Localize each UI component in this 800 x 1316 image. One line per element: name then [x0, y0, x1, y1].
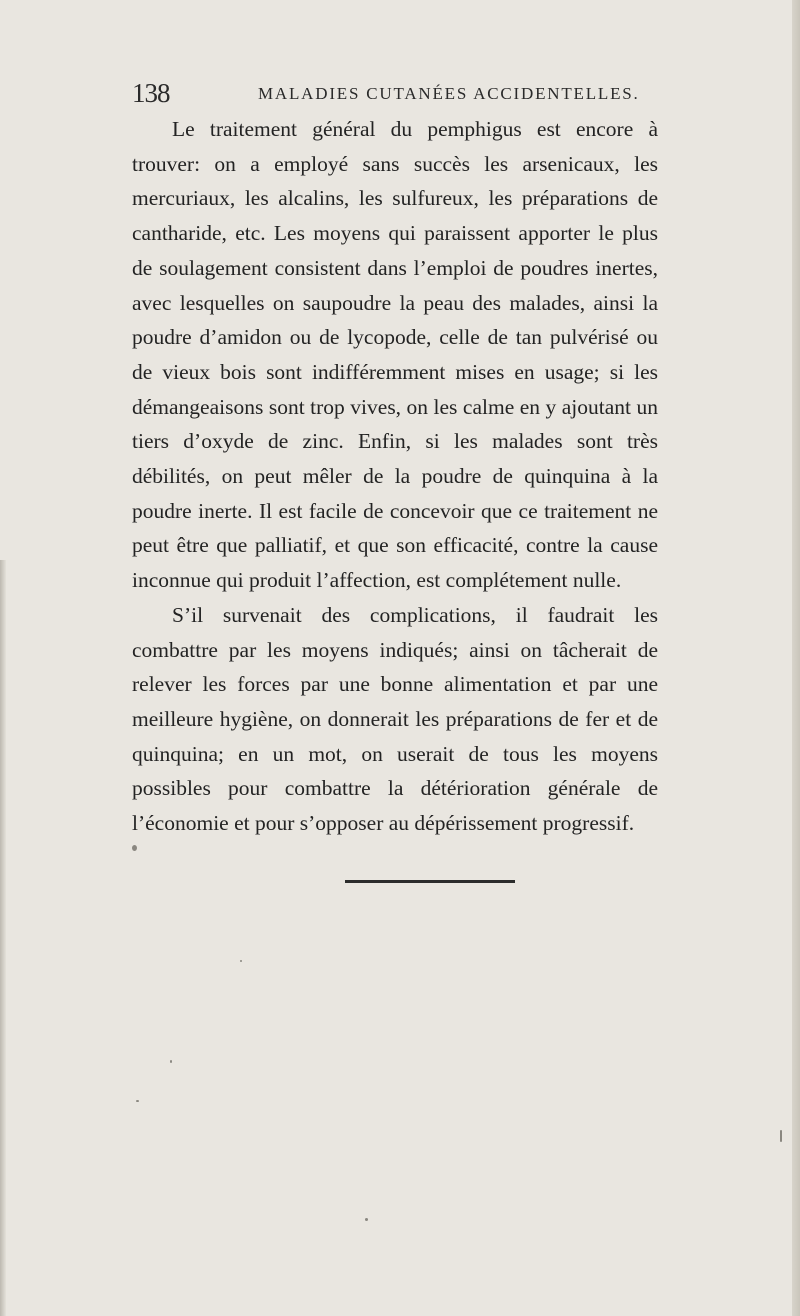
body-text	[132, 112, 658, 841]
section-end-rule	[345, 880, 515, 883]
ink-speck	[240, 960, 242, 962]
ink-speck	[170, 1060, 172, 1063]
ink-speck	[132, 845, 137, 851]
paragraph-treatment: Le traitement général du pemphigus est encore à trouver: on a employé sans succès les arsenicaux, les mercuriaux, les alcalins, les sulfureux, les préparations de cantharide, etc. Les moyens qui paraissent apporter le plus de soulagement consistent dans l’emploi de poudres inertes, avec lesquelles on saupoudre la peau des malades, ainsi la poudre d’amidon ou de lycopode, celle de tan pulvérisé ou de vieux bois sont indifféremment mises en usage; si les démangeaisons sont trop vives, on les calme en y ajoutant un tiers d’oxyde de zinc. Enfin, si les malades sont très débilités, on peut mêler de la poudre de quinquina à la poudre inerte. Il est facile de concevoir que ce traitement ne peut être que palliatif, et que son efficacité, contre la cause inconnue qui produit l’affection, est complétement nulle.	[132, 117, 658, 593]
page-edge	[792, 0, 800, 1316]
ink-speck	[136, 1100, 139, 1102]
page-number: 138	[132, 78, 170, 108]
running-head: MALADIES CUTANÉES ACCIDENTELLES.	[258, 84, 640, 103]
ink-speck	[780, 1130, 782, 1142]
page-header	[132, 78, 652, 112]
binding-shadow	[0, 560, 6, 1316]
ink-speck	[365, 1218, 368, 1221]
paragraph-complications: S’il survenait des complications, il faudrait les combattre par les moyens indiqués; ainsi on tâcherait de relever les forces par une bonne alimentation et par une meilleure hygiène, on donnerait les préparations de fer et de quinquina; en un mot, on userait de tous les moyens possibles pour combattre la détérioration générale de l’économie et pour s’opposer au dépérissement progressif.	[132, 602, 658, 836]
